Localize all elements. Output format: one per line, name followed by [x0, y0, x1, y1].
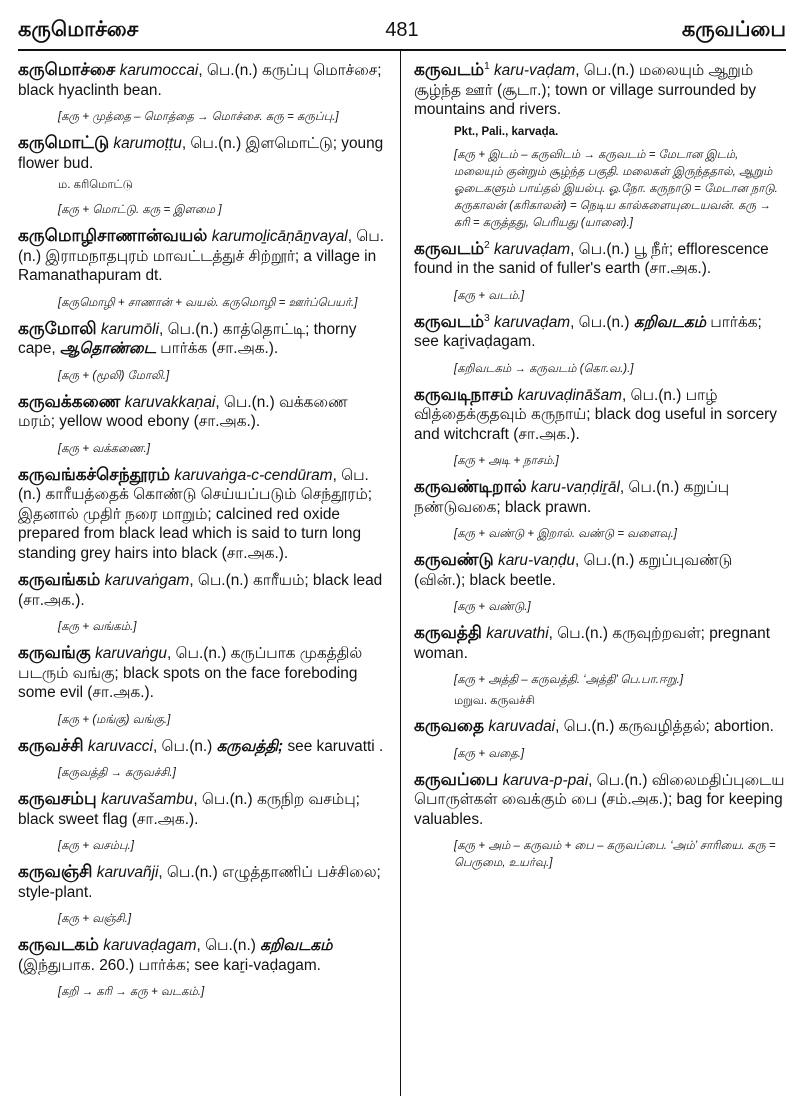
transliteration: karuvaḍam — [493, 240, 571, 258]
transliteration: karu-vaṇḍiṟāl — [530, 479, 620, 496]
entry-definition — [18, 319, 388, 359]
dictionary-entry — [414, 770, 786, 873]
dictionary-entry — [18, 319, 388, 385]
etymology: [கரு + வக்கணை.] — [58, 442, 150, 455]
etymology: [கரு + வடம்.] — [454, 289, 525, 302]
dictionary-entry — [18, 133, 388, 219]
transliteration: karuvašambu — [100, 791, 194, 808]
transliteration: karu-vaḍam — [493, 62, 576, 79]
headword: கருவங்கம் — [18, 570, 101, 589]
entry-definition — [18, 862, 388, 902]
entry-definition — [18, 133, 388, 173]
definition-text: , பெ.(n.) கருநிற வசம்பு; black sweet flag (சா.அக.). — [18, 791, 360, 828]
definition-text: , பெ.(n.) — [196, 937, 261, 954]
entry-definition — [414, 623, 786, 663]
etymology: [கரு + இடம் – கருவிடம் → கருவடம் = மேடான இடம், மலையும் குன்றும் சூழ்ந்த பகுதி. மலைகள் இருந்ததால், ஆறும் ஓடைகளும் பாய்தல் இயல்பு. ஓ.நோ. கருநாடு = மேடான நாடு. கருகாலன் (கரிகாலன்) = நெடிய கால்களையுடையவன். கரு → கரி = கருத்தது, பெரியது (யானை).] — [454, 148, 778, 229]
page-number: 481 — [385, 19, 419, 41]
definition-text: , பெ.(n.) காரீயத்தைக் கொண்டு செய்யப்படும் செந்தூரம்; இதனால் முதிர் நரை மாறும்; calcined red oxide prepared from black lead which is said to turn long standing grey hairs into black (சா.அக.). — [18, 466, 372, 562]
headword: கருவடிநாசம் — [414, 384, 514, 404]
headword: கருவதை — [414, 716, 485, 735]
dictionary-entry — [18, 226, 388, 312]
headword: கருமொச்சை — [18, 60, 116, 79]
entry-definition — [18, 226, 388, 286]
cognate-note: Pkt., Pali., karvaḍa. — [454, 125, 559, 138]
definition-text: , பெ.(n.) எழுத்தாணிப் பச்சிலை; style-plant. — [18, 864, 381, 901]
transliteration: karumoṭṭu — [113, 135, 182, 152]
transliteration: karuvacci — [87, 737, 153, 755]
entry-definition — [18, 465, 388, 564]
etymology: [கரு + வதை.] — [454, 747, 525, 760]
headword: கருவடகம் — [18, 935, 99, 954]
transliteration: karumoḻicāṇāṉvayal — [211, 228, 348, 245]
definition-text: , பெ.(n.) கறுப்பு நண்டுவகை; black prawn. — [414, 479, 730, 516]
dictionary-entry — [18, 862, 388, 928]
cross-reference: ஆதொண்டை — [59, 340, 156, 357]
definition-text: , பெ.(n.) — [570, 313, 634, 331]
dictionary-entry — [18, 465, 388, 564]
headword: கருவடம் — [414, 60, 485, 79]
cognate-note: ம. கரிமொட்டு — [58, 179, 133, 191]
transliteration: karuvakkaṇai — [124, 393, 216, 411]
header-right-guide-word: கருவப்பை — [681, 18, 786, 41]
dictionary-entry — [18, 789, 388, 855]
dictionary-entry — [18, 736, 388, 783]
definition-text: , பெ.(n.) பாழ் வித்தைக்குதவும் கருநாய்; black dog useful in sorcery and witchcraft (சா.அக.). — [414, 386, 777, 443]
dictionary-entry — [414, 477, 786, 543]
entry-definition — [414, 60, 786, 120]
definition-text: , பெ.(n.) கருவழித்தல்; abortion. — [555, 718, 774, 735]
dictionary-entry — [414, 60, 786, 232]
entry-definition — [18, 935, 388, 975]
etymology: [கரு + வங்கம்.] — [58, 621, 137, 633]
dictionary-entry — [414, 550, 786, 616]
headword: கருவச்சி — [18, 735, 84, 755]
synonym-note: மறுவ. கருவச்சி — [454, 695, 535, 707]
transliteration: karuvathi — [486, 625, 549, 642]
headword: கருவப்பை — [414, 769, 499, 789]
headword: கருவடம் — [414, 311, 485, 331]
entry-definition — [414, 716, 786, 737]
headword: கருமொட்டு — [18, 133, 110, 152]
entry-definition — [414, 770, 786, 830]
page-header — [18, 8, 786, 48]
definition-tail: see karuvatti . — [283, 737, 384, 755]
right-column — [414, 60, 786, 879]
cross-reference: கறிவடகம் — [633, 313, 707, 331]
entry-definition — [18, 789, 388, 829]
definition-text: , பெ.(n.) காத்தொட்டி; thorny cape, — [18, 320, 357, 357]
entry-definition — [18, 570, 388, 610]
definition-text: , பெ.(n.) விலைமதிப்புடைய பொருள்கள் வைக்கும் பை (சம்.அக.); bag for keeping valuables. — [414, 771, 785, 828]
header-left-guide-word: கருமொச்சை — [18, 18, 139, 41]
cross-reference: கறிவடகம் — [260, 937, 333, 954]
transliteration: karumōli — [100, 320, 160, 338]
headword: கருவத்தி — [414, 623, 482, 642]
dictionary-entry — [18, 392, 388, 458]
entry-definition — [414, 385, 786, 445]
cross-reference: கருவத்தி; — [216, 737, 284, 755]
definition-tail: (இந்துபாக. 260.) பார்க்க; see kaṟi-vaḍagam. — [18, 956, 321, 974]
etymology: [கரு + (மூலி) மோலி.] — [58, 369, 170, 382]
definition-text: , பெ.(n.) காரீயம்; black lead (சா.அக.). — [18, 572, 383, 609]
headword: கருவங்கச்செந்தூரம் — [18, 464, 171, 484]
headword: கருவங்கு — [18, 643, 91, 662]
transliteration: karuvaḍam — [493, 313, 571, 331]
dictionary-entry — [414, 385, 786, 471]
transliteration: karumoccai — [119, 62, 199, 79]
transliteration: karuvaṅgam — [104, 572, 190, 589]
transliteration: karuvaḍināšam — [517, 386, 622, 404]
definition-text: , பெ.(n.) கருப்பு மொச்சை; black hyaclinth bean. — [18, 62, 382, 99]
headword: கருவசம்பு — [18, 789, 97, 808]
homograph-number: 3 — [484, 312, 490, 324]
entry-definition — [18, 392, 388, 432]
dictionary-entry — [18, 643, 388, 729]
transliteration: karuvaṅga-c-cendūram — [174, 466, 333, 484]
etymology: [கரு + வசம்பு.] — [58, 840, 134, 852]
entry-definition — [18, 60, 388, 100]
etymology: [கரு + மொட்டு. கரு = இளமை ] — [58, 204, 222, 216]
etymology: [கரு + (மங்கு) வங்கு.] — [58, 713, 171, 726]
definition-text: , பெ.(n.) பூ நீர்; efflorescence found in the sanid of fuller's earth (சா.அக.). — [414, 240, 769, 277]
etymology: [கரு + அம் – கருவம் + பை – கருவப்பை. ‘அம்’ சாரியை. கரு = பெருமை, உயர்வு.] — [454, 840, 776, 869]
definition-text: , பெ.(n.) வக்கணை மரம்; yellow wood ebony (சா.அக.). — [18, 393, 348, 430]
dictionary-entry — [414, 623, 786, 709]
transliteration: karu-vaṇḍu — [498, 552, 575, 569]
entry-definition — [414, 239, 786, 279]
entry-definition — [414, 312, 786, 352]
etymology: [கரு + வண்டு + இறால். வண்டு = வளைவு.] — [454, 528, 677, 540]
definition-text: , பெ.(n.) கருவுற்றவள்; pregnant woman. — [414, 625, 770, 662]
dictionary-entry — [18, 570, 388, 636]
definition-text: , பெ.(n.) இளமொட்டு; young flower bud. — [18, 135, 384, 172]
homograph-number: 1 — [484, 60, 490, 72]
etymology: [கரு + முத்தை – மொத்தை → மொச்சை. கரு = கருப்பு.] — [58, 111, 339, 123]
transliteration: karuvaṅgu — [95, 645, 167, 662]
entry-definition — [414, 550, 786, 590]
etymology: [கறி → கரி → கரு + வடகம்.] — [58, 986, 205, 998]
definition-tail: பார்க்க; see kaṟivaḍagam. — [414, 313, 762, 350]
etymology: [கரு + அடி + நாசம்.] — [454, 455, 559, 467]
entry-definition — [414, 477, 786, 517]
definition-tail: பார்க்க (சா.அக.). — [155, 340, 279, 357]
entry-definition — [18, 736, 388, 757]
headword: கருவடம் — [414, 238, 485, 258]
dictionary-entry — [414, 312, 786, 378]
entry-definition — [18, 643, 388, 703]
definition-text: , பெ.(n.) இராமநாதபுரம் மாவட்டத்துச் சிற்றூர்; a village in Ramanathapuram dt. — [18, 228, 384, 284]
definition-text: , பெ.(n.) கருப்பாக முகத்தில் படரும் வங்கு; black spots on the face foreboding some evil (சா.அக.). — [18, 645, 363, 701]
header-rule — [18, 49, 786, 51]
dictionary-entry — [414, 716, 786, 763]
etymology: [கருவத்தி → கருவச்சி.] — [58, 767, 176, 779]
etymology: [கருமொழி + சாணான் + வயல். கருமொழி = ஊர்ப்பெயர்.] — [58, 296, 358, 309]
definition-text: , பெ.(n.) — [152, 737, 217, 755]
transliteration: karuvañji — [96, 864, 159, 881]
dictionary-entry — [414, 239, 786, 305]
transliteration: karuva-p-pai — [502, 771, 589, 789]
headword: கருவஞ்சி — [18, 862, 93, 881]
dictionary-entry — [18, 60, 388, 126]
homograph-number: 2 — [484, 239, 490, 251]
transliteration: karuvadai — [488, 718, 556, 735]
headword: கருவண்டு — [414, 550, 494, 569]
etymology: [கரு + அத்தி – கருவத்தி. ‘அத்தி’ பெ.பா.ஈறு.] — [454, 674, 684, 686]
left-column — [18, 60, 388, 1008]
definition-text: , பெ.(n.) மலையும் ஆறும் சூழ்ந்த ஊர் (சூடா.); town or village surrounded by mountains and rivers. — [414, 62, 757, 118]
transliteration: karuvaḍagam — [103, 937, 197, 954]
etymology: [கறிவடகம் → கருவடம் (கொ.வ.).] — [454, 362, 634, 375]
column-divider — [400, 51, 401, 1096]
headword: கருவண்டிறால் — [414, 477, 527, 496]
headword: கருமோலி — [18, 318, 97, 338]
etymology: [கரு + வண்டு.] — [454, 601, 531, 613]
definition-text: , பெ.(n.) கறுப்புவண்டு (வின்.); black beetle. — [414, 552, 733, 589]
headword: கருவக்கணை — [18, 391, 121, 411]
etymology: [கரு + வஞ்சி.] — [58, 913, 132, 925]
headword: கருமொழிசாணான்வயல் — [18, 226, 208, 245]
dictionary-entry — [18, 935, 388, 1001]
